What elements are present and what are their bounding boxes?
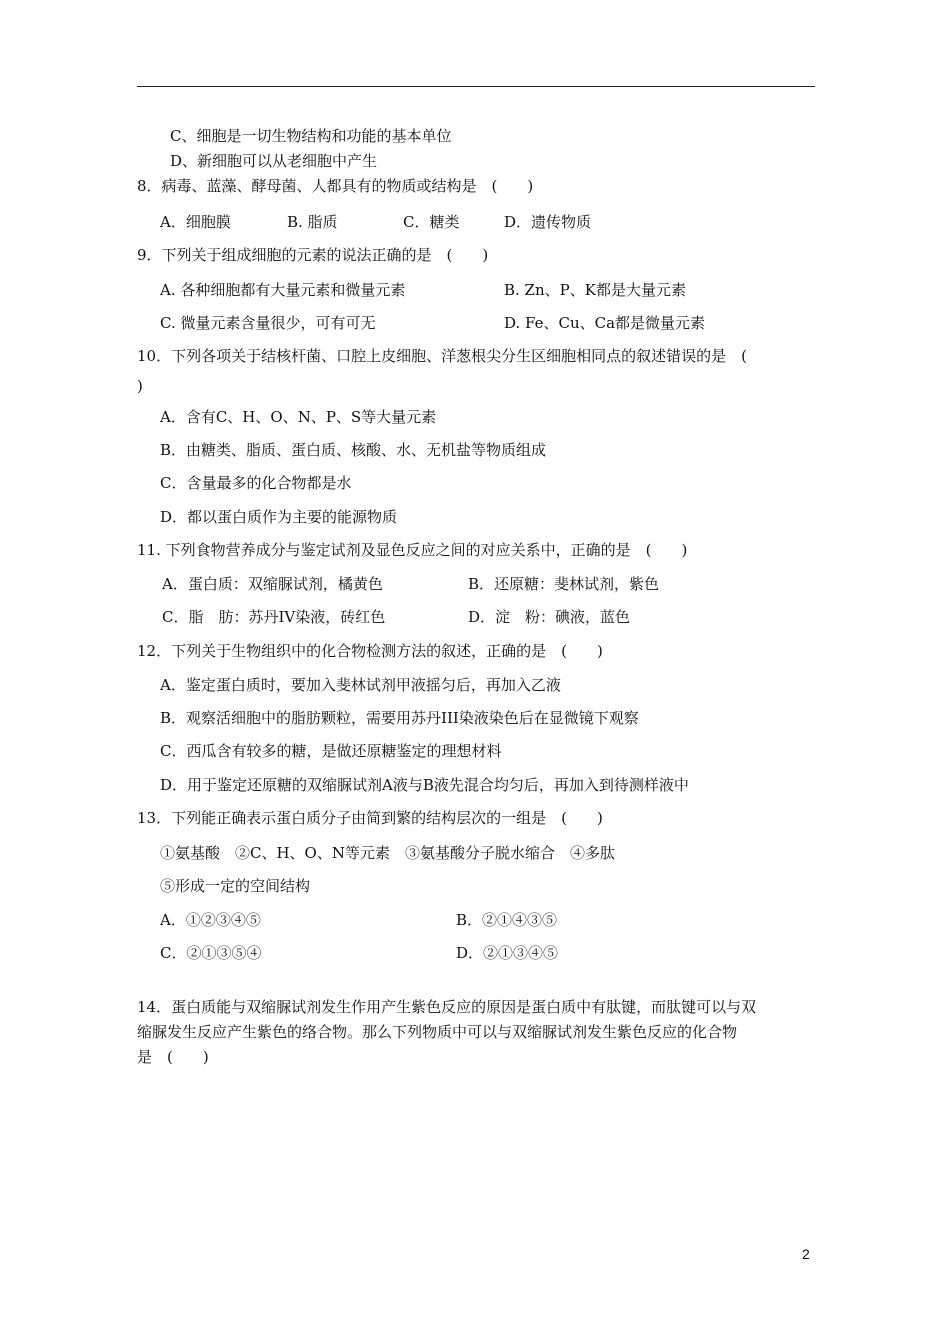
q8-option-a: A．细胞膜: [160, 213, 231, 231]
q12-option-d: D．用于鉴定还原糖的双缩脲试剂A液与B液先混合均匀后，再加入到待测样液中: [160, 776, 689, 794]
q10-option-c: C．含量最多的化合物都是水: [160, 474, 352, 492]
q10-option-d: D．都以蛋白质作为主要的能源物质: [160, 508, 398, 526]
q13-option-a: A．①②③④⑤: [160, 911, 261, 929]
q9-stem: 9．下列关于组成细胞的元素的说法正确的是 ( ): [137, 246, 489, 264]
q11-option-c: C．脂 肪：苏丹IV染液，砖红色: [162, 608, 386, 626]
q8-option-d: D．遗传物质: [504, 213, 592, 231]
q7-option-c: C、细胞是一切生物结构和功能的基本单位: [170, 127, 452, 145]
q8-stem: 8．病毒、蓝藻、酵母菌、人都具有的物质或结构是 ( ): [137, 177, 534, 195]
q14-line1: 14．蛋白质能与双缩脲试剂发生作用产生紫色反应的原因是蛋白质中有肽键，而肽键可以与双: [137, 998, 757, 1016]
q9-option-c: C. 微量元素含量很少，可有可无: [160, 314, 376, 332]
page-number: 2: [802, 1246, 810, 1262]
q9-option-a: A. 各种细胞都有大量元素和微量元素: [160, 281, 406, 299]
q12-stem: 12．下列关于生物组织中的化合物检测方法的叙述，正确的是 ( ): [137, 642, 603, 660]
q10-stem-continuation: ): [137, 377, 143, 395]
q10-option-a: A．含有C、H、O、N、P、S等大量元素: [160, 408, 437, 426]
q13-option-d: D．②①③④⑤: [456, 944, 559, 962]
q13-option-b: B．②①④③⑤: [456, 911, 558, 929]
q9-option-b: B. Zn、P、K都是大量元素: [504, 281, 686, 299]
q10-stem: 10．下列各项关于结核杆菌、口腔上皮细胞、洋葱根尖分生区细胞相同点的叙述错误的是 (: [137, 347, 747, 365]
q9-option-d: D. Fe、Cu、Ca都是微量元素: [504, 314, 706, 332]
q12-option-a: A．鉴定蛋白质时，要加入斐林试剂甲液摇匀后，再加入乙液: [160, 676, 561, 694]
q13-items-line2: ⑤形成一定的空间结构: [160, 877, 311, 895]
q13-stem: 13．下列能正确表示蛋白质分子由简到繁的结构层次的一组是 ( ): [137, 809, 603, 827]
q12-option-c: C．西瓜含有较多的糖，是做还原糖鉴定的理想材料: [160, 742, 502, 760]
q8-option-c: C．糖类: [403, 213, 460, 231]
q13-option-c: C．②①③⑤④: [160, 944, 262, 962]
q11-option-d: D．淀 粉：碘液，蓝色: [468, 608, 631, 626]
q8-option-b: B. 脂质: [287, 213, 338, 231]
q7-option-d: D、新细胞可以从老细胞中产生: [170, 152, 378, 170]
header-rule: [137, 86, 815, 87]
q13-items-line1: ①氨基酸 ②C、H、O、N等元素 ③氨基酸分子脱水缩合 ④多肽: [160, 844, 615, 862]
q10-option-b: B．由糖类、脂质、蛋白质、核酸、水、无机盐等物质组成: [160, 441, 547, 459]
q11-option-b: B．还原糖：斐林试剂，紫色: [468, 575, 660, 593]
q12-option-b: B．观察活细胞中的脂肪颗粒，需要用苏丹III染液染色后在显微镜下观察: [160, 709, 639, 727]
q14-line3: 是 ( ): [137, 1048, 209, 1066]
q11-option-a: A．蛋白质：双缩脲试剂，橘黄色: [162, 575, 383, 593]
q14-line2: 缩脲发生反应产生紫色的络合物。那么下列物质中可以与双缩脲试剂发生紫色反应的化合物: [137, 1023, 738, 1041]
q11-stem: 11. 下列食物营养成分与鉴定试剂及显色反应之间的对应关系中，正确的是 ( ): [137, 541, 688, 559]
